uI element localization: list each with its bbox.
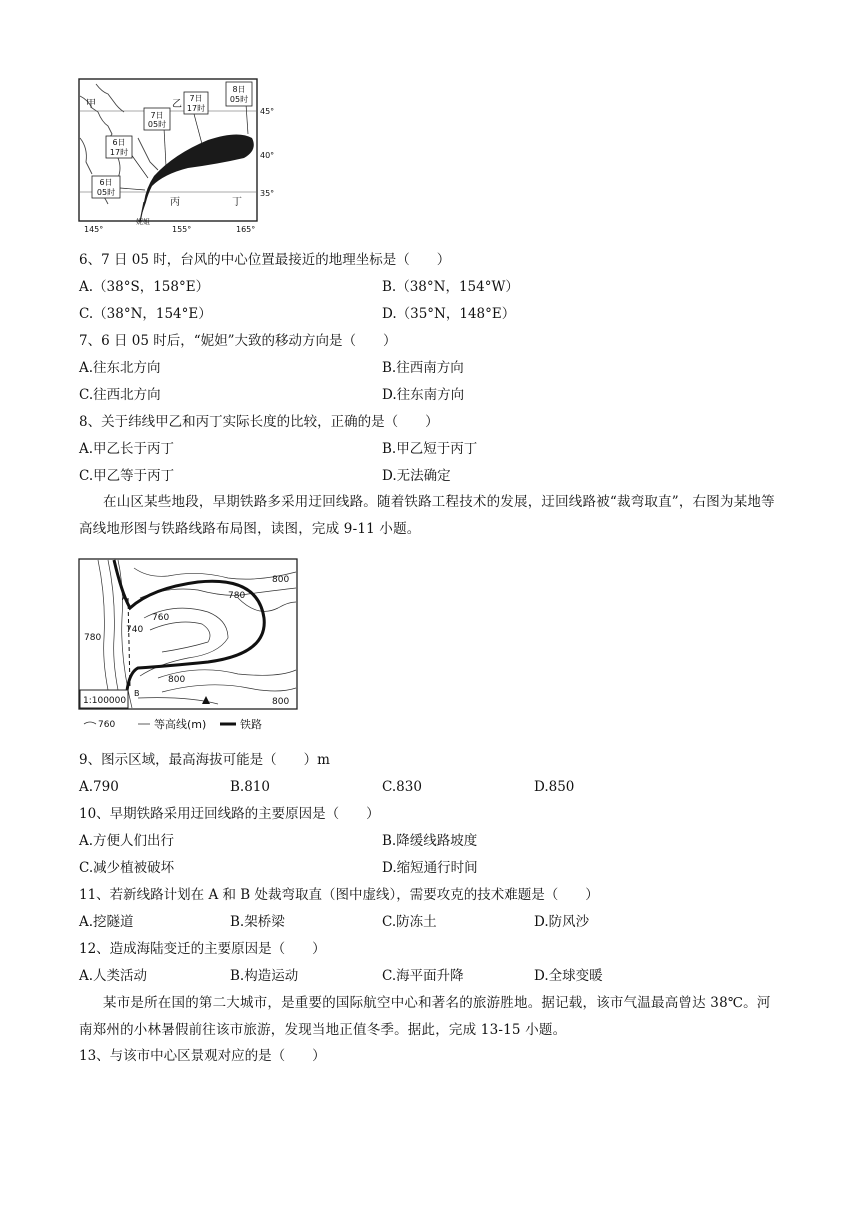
- time-label-7d05-h: 05时: [147, 120, 167, 129]
- lat-40: 40°: [260, 151, 275, 160]
- contour-800-mid: 800: [168, 675, 186, 685]
- contour-780-left: 780: [84, 633, 102, 643]
- q10-option-a: A.方便人们出行: [79, 833, 175, 849]
- q10-stem: 10、早期铁路采用迂回线路的主要原因是（ ）: [79, 806, 380, 822]
- q12-option-a: A.人类活动: [79, 968, 148, 984]
- legend-rail-label: 铁路: [240, 718, 262, 731]
- q9-stem: 9、图示区域，最高海拔可能是（ ）m: [79, 752, 330, 768]
- label-ding: 丁: [232, 197, 242, 208]
- q11-option-d: D.防风沙: [534, 914, 590, 930]
- q11-option-c: C.防冻土: [382, 914, 437, 930]
- q7-stem: 7、6 日 05 时后，“妮妲”大致的移动方向是（ ）: [79, 333, 397, 349]
- contour-740: 740: [126, 625, 144, 635]
- q9-option-a: A.790: [79, 779, 119, 795]
- time-label-8d05-h: 05时: [229, 95, 249, 104]
- label-origin: 妮姐: [136, 218, 150, 226]
- contour-780-top: 780: [228, 591, 246, 601]
- point-a: A: [122, 593, 128, 602]
- contour-800-top: 800: [272, 575, 290, 585]
- q11-stem: 11、若新线路计划在 A 和 B 处裁弯取直（图中虚线），需要攻克的技术难题是（ ）: [79, 887, 599, 903]
- q8-option-a: A.甲乙长于丙丁: [79, 441, 175, 457]
- q8-option-d: D.无法确定: [382, 468, 451, 484]
- time-label-7d17: 7日: [189, 94, 203, 103]
- time-label-6d17: 6日: [112, 138, 126, 147]
- q12-option-b: B.构造运动: [230, 968, 299, 984]
- contour-800-bottom: 800: [272, 697, 290, 707]
- q9-option-d: D.850: [534, 779, 575, 795]
- q10-option-d: D.缩短通行时间: [382, 860, 478, 876]
- map-scale: 1:100000: [83, 696, 127, 706]
- q12-stem: 12、造成海陆变迁的主要原因是（ ）: [79, 941, 326, 957]
- q11-option-b: B.架桥梁: [230, 914, 285, 930]
- time-label-7d05: 7日: [150, 111, 164, 120]
- q8-option-b: B.甲乙短于丙丁: [382, 441, 478, 457]
- legend-contour-value: 760: [98, 720, 116, 730]
- q13-stem: 13、与该市中心区景观对应的是（ ）: [79, 1048, 326, 1064]
- lat-45: 45°: [260, 107, 275, 116]
- contour-760: 760: [152, 613, 170, 623]
- q11-option-a: A.挖隧道: [79, 914, 134, 930]
- q6-option-a: A.（38°S，158°E）: [79, 279, 210, 295]
- label-yi: 乙: [172, 99, 182, 110]
- q12-option-c: C.海平面升降: [382, 968, 464, 984]
- point-b: B: [134, 689, 140, 698]
- label-jia: 甲: [86, 99, 96, 110]
- q6-option-d: D.（35°N，148°E）: [382, 306, 516, 322]
- time-label-6d05: 6日: [99, 178, 113, 187]
- q12-option-d: D.全球变暖: [534, 968, 603, 984]
- q7-option-a: A.往东北方向: [79, 360, 161, 376]
- time-label-7d17-h: 17时: [186, 104, 206, 113]
- typhoon-track-map: [78, 78, 275, 236]
- q6-stem: 6、7 日 05 时，台风的中心位置最接近的地理坐标是（ ）: [79, 252, 451, 268]
- q6-option-b: B.（38°N，154°W）: [382, 279, 519, 295]
- contour-railway-map: [78, 558, 310, 736]
- q10-option-b: B.降缓线路坡度: [382, 833, 478, 849]
- intro-9-11: 在山区某些地段，早期铁路多采用迂回线路。随着铁路工程技术的发展，迂回线路被“裁弯取直”，右图为某地等高线地形图与铁路线路布局图，读图，完成 9-11 小题。: [79, 494, 775, 537]
- q9-option-b: B.810: [230, 779, 270, 795]
- lon-145: 145°: [84, 225, 104, 234]
- time-label-8d05: 8日: [232, 85, 246, 94]
- q7-option-d: D.往东南方向: [382, 387, 465, 403]
- lon-155: 155°: [172, 225, 192, 234]
- legend-contour-label: 等高线(m): [154, 718, 207, 731]
- q8-stem: 8、关于纬线甲乙和丙丁实际长度的比较，正确的是（ ）: [79, 414, 439, 430]
- time-label-6d17-h: 17时: [109, 148, 129, 157]
- q6-option-c: C.（38°N，154°E）: [79, 306, 212, 322]
- q10-option-c: C.减少植被破坏: [79, 860, 175, 876]
- q7-option-c: C.往西北方向: [79, 387, 161, 403]
- q7-option-b: B.往西南方向: [382, 360, 464, 376]
- label-bing: 丙: [170, 197, 180, 208]
- intro-13-15: 某市是所在国的第二大城市，是重要的国际航空中心和著名的旅游胜地。据记载，该市气温最高曾达 38℃。河南郑州的小林暑假前往该市旅游，发现当地正值冬季。据此，完成 13-15 小题。: [79, 995, 771, 1038]
- lat-35: 35°: [260, 189, 275, 198]
- lon-165: 165°: [236, 225, 256, 234]
- map-legend: [84, 717, 262, 731]
- q8-option-c: C.甲乙等于丙丁: [79, 468, 175, 484]
- time-label-6d05-h: 05时: [96, 188, 116, 197]
- q9-option-c: C.830: [382, 779, 422, 795]
